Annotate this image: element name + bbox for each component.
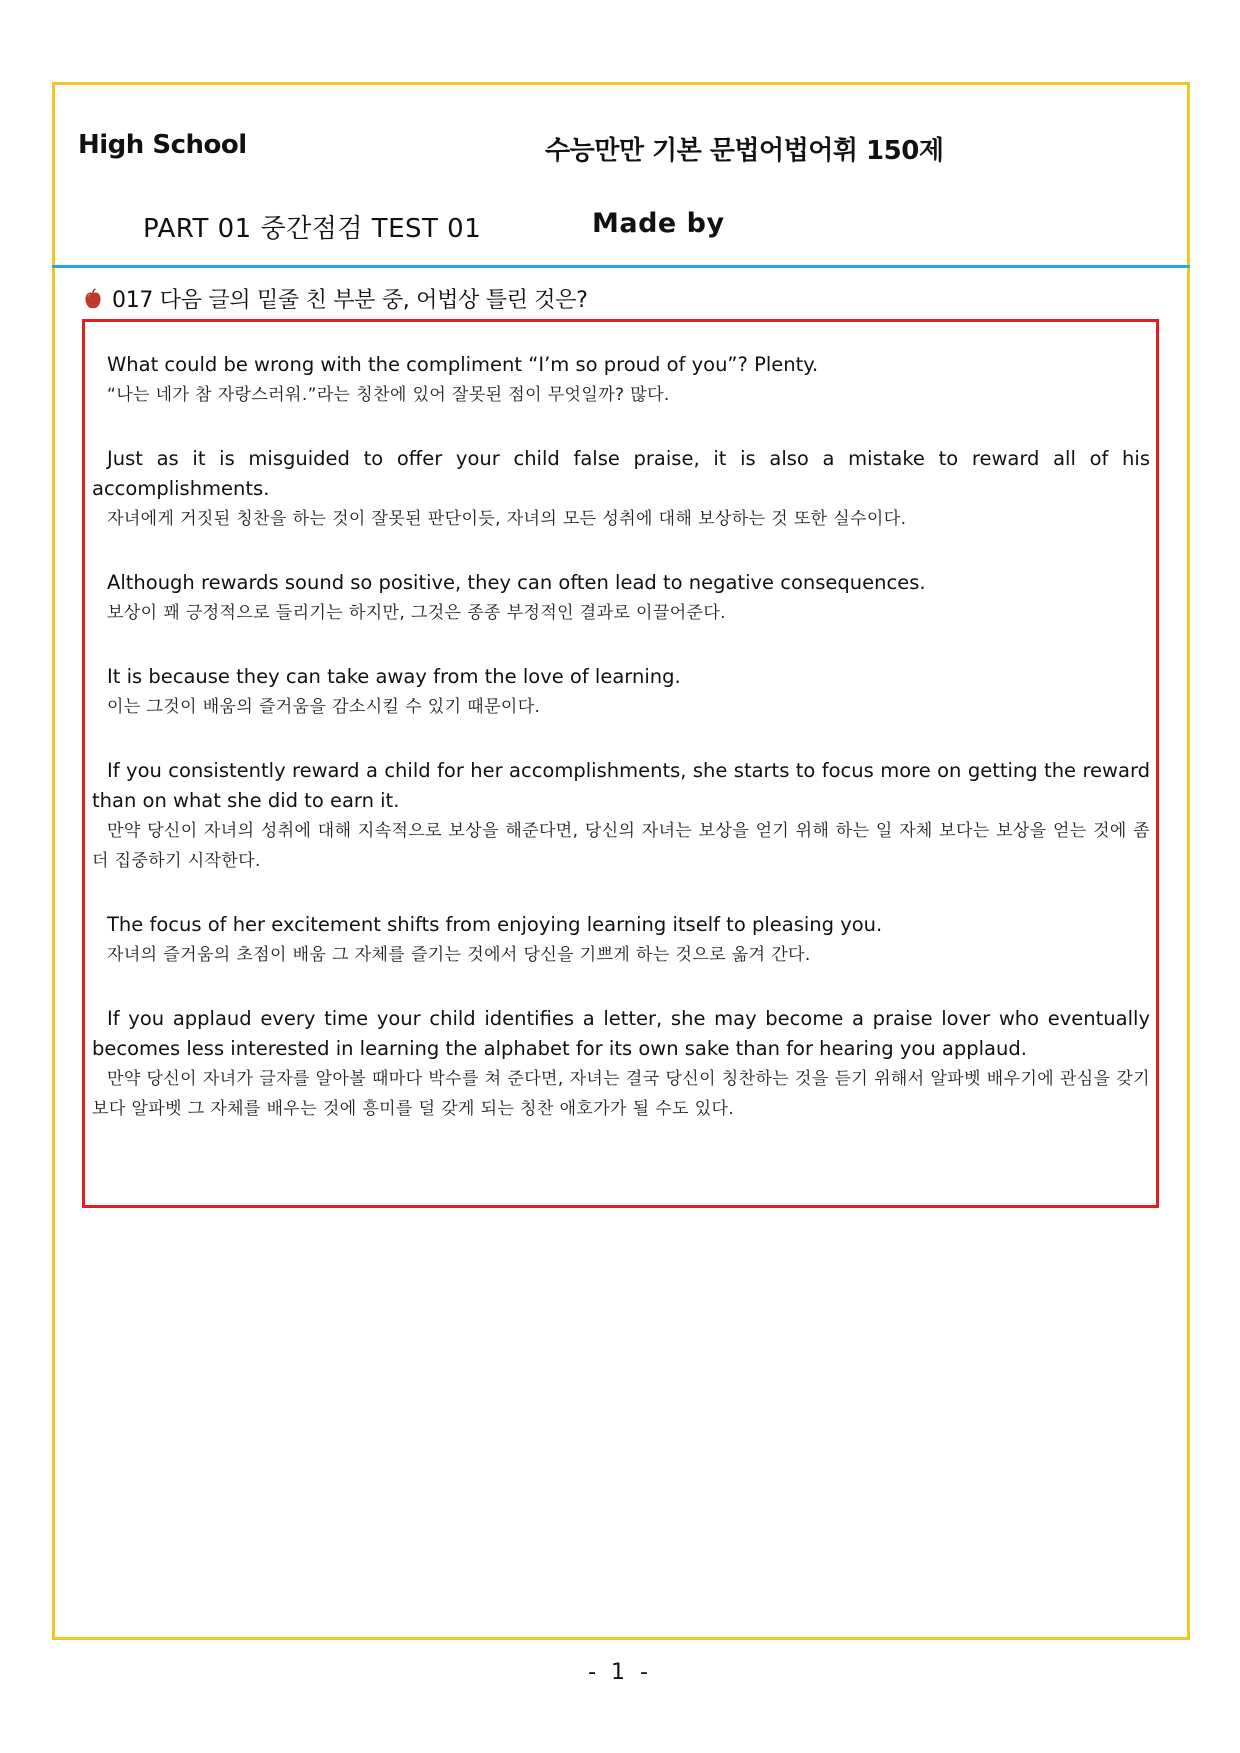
korean-translation: 자녀에게 거짓된 칭찬을 하는 것이 잘못된 판단이듯, 자녀의 모든 성취에 대해 보상하는 것 또한 실수이다.	[107, 509, 907, 529]
korean-translation: 만약 당신이 자녀가 글자를 알아볼 때마다 박수를 쳐 준다면, 자녀는 결국 당신이 칭찬하는 것을 듣기 위해서 알파벳 배우기에 관심을 갖기보다 알파벳 그 자체를 배우는 것에 흥미를 덜 갖게 되는 칭찬 애호가가 될 수도 있다.	[92, 1069, 1150, 1119]
english-sentence: It is because they can take away from the love of learning.	[107, 665, 681, 688]
sentence-pair-1	[92, 350, 1150, 410]
sentence-pair-5	[92, 756, 1150, 876]
book-title: 수능만만 기본 문법어법어휘 150제	[545, 136, 944, 166]
english-sentence: What could be wrong with the compliment “I’m so proud of you”? Plenty.	[107, 353, 819, 376]
passage	[92, 350, 1150, 1158]
sentence-pair-6	[92, 910, 1150, 970]
english-sentence: Although rewards sound so positive, they can often lead to negative consequences.	[107, 571, 926, 594]
part-title: PART 01 중간점검 TEST 01	[143, 214, 482, 244]
header-divider	[52, 265, 1190, 268]
korean-translation: 보상이 꽤 긍정적으로 들리기는 하지만, 그것은 종종 부정적인 결과로 이끌어준다.	[107, 603, 726, 623]
english-sentence: The focus of her excitement shifts from enjoying learning itself to pleasing you.	[107, 913, 883, 936]
sentence-pair-7	[92, 1004, 1150, 1124]
korean-translation: 만약 당신이 자녀의 성취에 대해 지속적으로 보상을 해준다면, 당신의 자녀는 보상을 얻기 위해 하는 일 자체 보다는 보상을 얻는 것에 좀 더 집중하기 시작한다.	[92, 821, 1150, 871]
made-by: Made by	[592, 208, 725, 239]
page-number: - 1 -	[588, 1660, 652, 1685]
english-sentence: If you consistently reward a child for her accomplishments, she starts to focus more on getting the reward than on what she did to earn it.	[92, 759, 1150, 812]
english-sentence: Just as it is misguided to offer your child false praise, it is also a mistake to reward all of his accomplishments.	[92, 447, 1150, 500]
school-level: High School	[78, 130, 247, 160]
korean-translation: 이는 그것이 배움의 즐거움을 감소시킬 수 있기 때문이다.	[107, 697, 541, 717]
question-text: 017 다음 글의 밑줄 친 부분 중, 어법상 틀린 것은?	[112, 288, 588, 313]
sentence-pair-4	[92, 662, 1150, 722]
question-heading	[84, 283, 588, 314]
korean-translation: 자녀의 즐거움의 초점이 배움 그 자체를 즐기는 것에서 당신을 기쁘게 하는 것으로 옮겨 간다.	[107, 945, 811, 965]
sentence-pair-3	[92, 568, 1150, 628]
apple-icon	[84, 288, 102, 310]
english-sentence: If you applaud every time your child identifies a letter, she may become a praise lover who eventually becomes less interested in learning the alphabet for its own sake than for hearing you applaud.	[92, 1007, 1150, 1060]
sentence-pair-2	[92, 444, 1150, 534]
korean-translation: “나는 네가 참 자랑스러워.”라는 칭찬에 있어 잘못된 점이 무엇일까? 많다.	[107, 385, 670, 405]
